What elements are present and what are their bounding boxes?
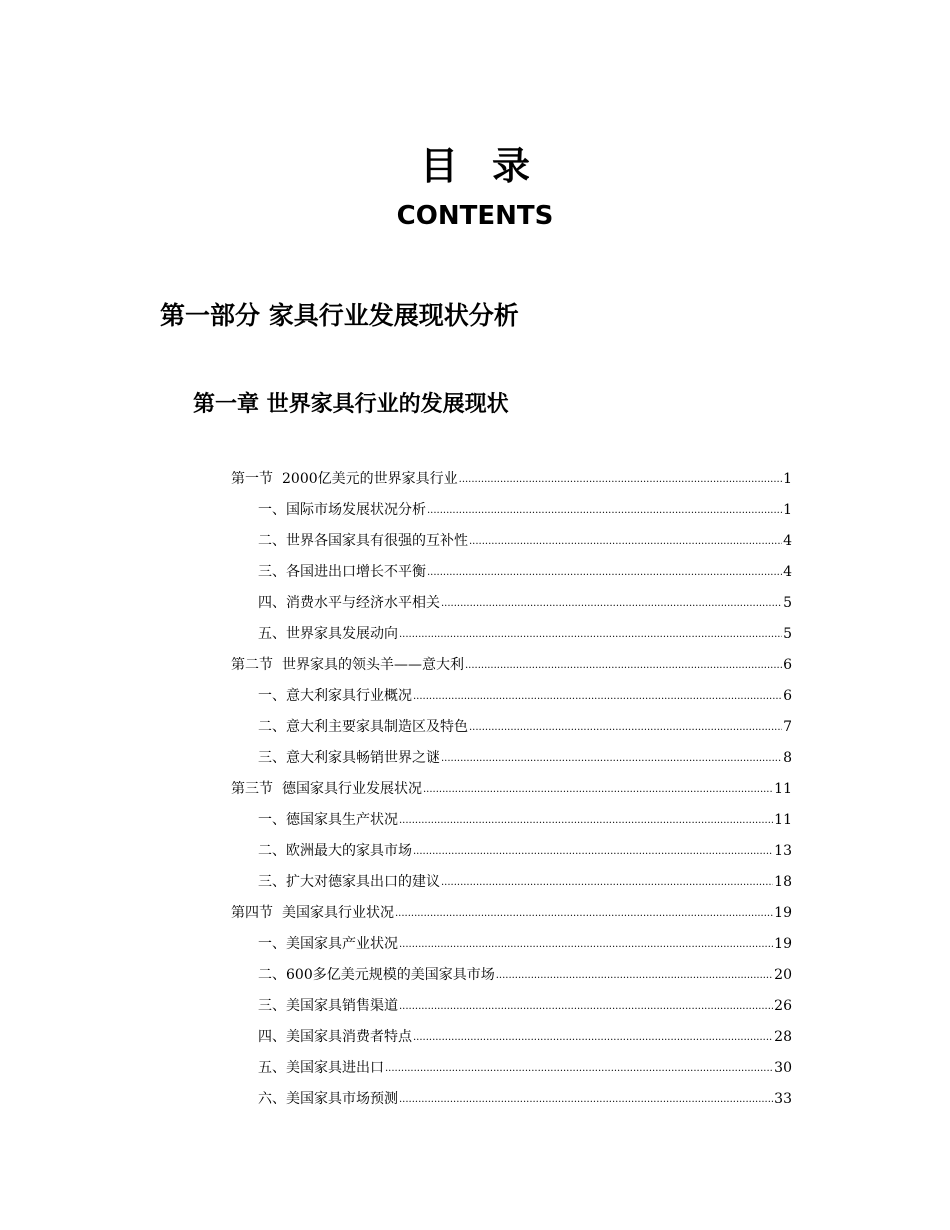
toc-section-label: 第四节: [231, 905, 273, 921]
toc-entry-title: [231, 774, 422, 805]
toc-entry-title: [258, 526, 468, 557]
toc-subsection-entry[interactable]: [231, 1084, 792, 1115]
toc-entry-title: [258, 1084, 398, 1115]
toc-page-number: 11: [774, 812, 792, 828]
toc-subsection-entry[interactable]: [231, 557, 792, 588]
toc-subsection-entry[interactable]: [231, 588, 792, 619]
toc-page-number: 1: [783, 471, 792, 487]
dot-leader: [413, 1022, 773, 1053]
toc-entry-title: [231, 650, 464, 681]
toc-entry-title: [258, 588, 440, 619]
dot-leader: [459, 464, 782, 495]
toc-entry-title: [258, 681, 412, 712]
toc-page-number: 33: [774, 1091, 792, 1107]
toc-subsection-entry[interactable]: [231, 991, 792, 1022]
dot-leader: [399, 805, 773, 836]
toc-section-entry[interactable]: [231, 774, 792, 805]
toc-entry-title: [258, 960, 495, 991]
toc-entry-text: 六、美国家具市场预测: [258, 1091, 398, 1107]
dot-leader: [496, 960, 773, 991]
page-subtitle: CONTENTS: [396, 201, 554, 231]
toc-entry-title: [258, 929, 398, 960]
dot-leader: [469, 526, 782, 557]
toc-section-entry[interactable]: [231, 650, 792, 681]
dot-leader: [441, 588, 782, 619]
toc-section-label: 第一节: [231, 471, 273, 487]
toc-entry-text: 美国家具行业状况: [282, 905, 394, 921]
toc-entry-title: [258, 495, 426, 526]
toc-subsection-entry[interactable]: [231, 712, 792, 743]
toc-entry-text: 三、扩大对德家具出口的建议: [258, 874, 440, 890]
toc-subsection-entry[interactable]: [231, 960, 792, 991]
toc-entry-text: 四、美国家具消费者特点: [258, 1029, 412, 1045]
toc-page-number: 1: [783, 502, 792, 518]
toc-section-label: 第三节: [231, 781, 273, 797]
dot-leader: [465, 650, 782, 681]
toc-subsection-entry[interactable]: [231, 743, 792, 774]
toc-entry-text: 一、德国家具生产状况: [258, 812, 398, 828]
toc-entry-title: [231, 464, 458, 495]
toc-subsection-entry[interactable]: [231, 681, 792, 712]
dot-leader: [427, 557, 782, 588]
dot-leader: [385, 1053, 773, 1084]
toc-entry-title: [258, 557, 426, 588]
toc-entry-text: 三、美国家具销售渠道: [258, 998, 398, 1014]
dot-leader: [395, 898, 773, 929]
toc-page-number: 4: [783, 533, 792, 549]
toc-subsection-entry[interactable]: [231, 1053, 792, 1084]
chapter-heading: 第一章 世界家具行业的发展现状: [193, 392, 509, 417]
toc-page-number: 26: [774, 998, 792, 1014]
toc-entry-text: 五、世界家具发展动向: [258, 626, 398, 642]
dot-leader: [413, 681, 782, 712]
toc-subsection-entry[interactable]: [231, 495, 792, 526]
toc-entry-text: 一、美国家具产业状况: [258, 936, 398, 952]
toc-entry-title: [258, 867, 440, 898]
dot-leader: [413, 836, 773, 867]
toc-page-number: 7: [783, 719, 792, 735]
toc-page-number: 19: [774, 905, 792, 921]
dot-leader: [441, 867, 773, 898]
toc-entry-title: [258, 805, 398, 836]
toc-subsection-entry[interactable]: [231, 805, 792, 836]
toc-entry-title: [258, 743, 440, 774]
dot-leader: [469, 712, 782, 743]
toc-page-number: 6: [783, 657, 792, 673]
toc-entry-title: [231, 898, 394, 929]
toc-entry-text: 2000亿美元的世界家具行业: [282, 471, 458, 487]
toc-section-entry[interactable]: [231, 464, 792, 495]
toc-page-number: 4: [783, 564, 792, 580]
toc-page-number: 5: [783, 595, 792, 611]
toc-page-number: 30: [774, 1060, 792, 1076]
dot-leader: [423, 774, 773, 805]
page-title: 目录: [419, 144, 564, 188]
toc-entry-title: [258, 712, 468, 743]
toc-entry-text: 二、欧洲最大的家具市场: [258, 843, 412, 859]
toc-entry-text: 二、600多亿美元规模的美国家具市场: [258, 967, 495, 983]
toc-entry-title: [258, 619, 398, 650]
dot-leader: [399, 619, 782, 650]
toc-entry-text: 二、意大利主要家具制造区及特色: [258, 719, 468, 735]
dot-leader: [441, 743, 782, 774]
toc-entry-title: [258, 1053, 384, 1084]
toc-section-entry[interactable]: [231, 898, 792, 929]
toc-entry-text: 世界家具的领头羊——意大利: [282, 657, 464, 673]
toc-entry-text: 三、意大利家具畅销世界之谜: [258, 750, 440, 766]
toc-page-number: 11: [774, 781, 792, 797]
toc-subsection-entry[interactable]: [231, 619, 792, 650]
toc-subsection-entry[interactable]: [231, 836, 792, 867]
dot-leader: [427, 495, 782, 526]
toc-subsection-entry[interactable]: [231, 526, 792, 557]
toc-entry-text: 五、美国家具进出口: [258, 1060, 384, 1076]
dot-leader: [399, 929, 773, 960]
dot-leader: [399, 1084, 773, 1115]
toc-page-number: 18: [774, 874, 792, 890]
toc-page-number: 19: [774, 936, 792, 952]
toc-entry-text: 四、消费水平与经济水平相关: [258, 595, 440, 611]
toc-entry-text: 三、各国进出口增长不平衡: [258, 564, 426, 580]
toc-entry-text: 一、国际市场发展状况分析: [258, 502, 426, 518]
toc-subsection-entry[interactable]: [231, 929, 792, 960]
toc-entry-text: 二、世界各国家具有很强的互补性: [258, 533, 468, 549]
toc-page-number: 20: [774, 967, 792, 983]
toc-page-number: 13: [774, 843, 792, 859]
part-heading: 第一部分 家具行业发展现状分析: [160, 301, 519, 330]
toc-page-number: 28: [774, 1029, 792, 1045]
toc-subsection-entry[interactable]: [231, 867, 792, 898]
toc-entry-title: [258, 1022, 412, 1053]
table-of-contents: [231, 464, 792, 1115]
toc-entry-text: 德国家具行业发展状况: [282, 781, 422, 797]
toc-page-number: 5: [783, 626, 792, 642]
toc-page-number: 6: [783, 688, 792, 704]
toc-entry-text: 一、意大利家具行业概况: [258, 688, 412, 704]
toc-entry-title: [258, 836, 412, 867]
toc-subsection-entry[interactable]: [231, 1022, 792, 1053]
toc-section-label: 第二节: [231, 657, 273, 673]
dot-leader: [399, 991, 773, 1022]
toc-entry-title: [258, 991, 398, 1022]
toc-page-number: 8: [783, 750, 792, 766]
